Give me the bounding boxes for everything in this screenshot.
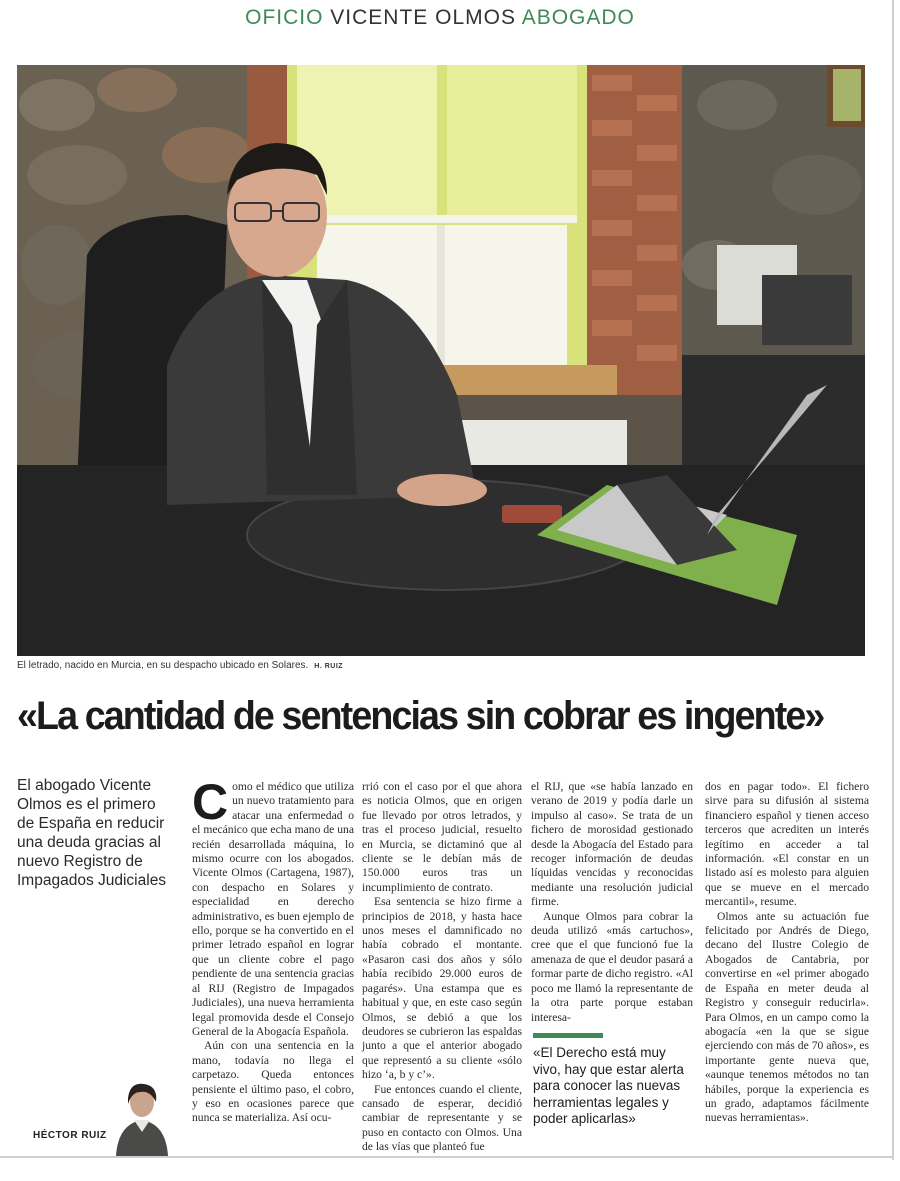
author-byline: HÉCTOR RUIZ [33, 1130, 107, 1141]
pull-quote: «El Derecho está muy vivo, hay que estar alerta para conocer las nuevas herramientas legales y poder aplicarlas» [533, 1045, 684, 1126]
body-paragraph: omo el médico que utiliza un nuevo tratamiento para atacar una enfermedad o el mecánico que echa mano de una recién desarrollada máquina, lo mismo ocurre con los abogados. Vicente Olmos (Cartagena, 1987), con despacho en Solares y especialidad en derecho administrativo, es buen ejemplo de ello, porque se ha convertido en el primer letrado español en lograr que un cliente cobre el pago pendiente de una sentencia gracias al RIJ (Registro de Impagados Judiciales), una nueva herramienta legal promovida desde el Consejo General de la Abogacía Española. [192, 780, 354, 1038]
kicker-name: VICENTE OLMOS [330, 6, 516, 29]
kicker-profession: ABOGADO [521, 6, 635, 29]
body-paragraph: el RIJ, que «se había lanzado en verano de 2019 y podía darle un impulso al caso». Se trata de un fichero de morosidad gestionado desde la Abogacía del Estado para recoger información de deudas líquidas vencidas y reconocidas mediante una resolución judicial firme. [531, 780, 693, 909]
headline: «La cantidad de sentencias sin cobrar es ingente» [17, 694, 824, 738]
body-paragraph: Aún con una sentencia en la mano, todavía no llega el carpetazo. Queda entonces pensiente el último paso, el cobro, y eso en ocasiones parece que nunca se materializa. Así ocu- [192, 1039, 354, 1125]
page-border-right [892, 0, 894, 1160]
body-paragraph: Fue entonces cuando el cliente, cansado de esperar, decidió cambiar de representante y se puso en contacto con Olmos. Una de las vías que planteó fue [362, 1082, 522, 1154]
section-kicker [0, 6, 880, 30]
pull-quote-accent [533, 1033, 603, 1038]
article-column-1 [192, 774, 354, 1126]
photo-caption [17, 660, 343, 671]
body-paragraph: Esa sentencia se hizo firme a principios de 2018, y hasta hace unos meses el damnificado no había cobrado el montante. «Pasaron casi dos años y sólo había recibido 29.000 euros de pagarés». Una estampa que es habitual y que, en este caso según Olmos, se debió a que los deudores se cubrieron las espaldas junto a que el anterior abogado que representó a su cliente «sólo hizo ‘a, b y c’». [362, 895, 522, 1082]
caption-text: El letrado, nacido en Murcia, en su despacho ubicado en Solares. [17, 660, 309, 671]
page-border-bottom [0, 1156, 894, 1158]
body-paragraph: Olmos ante su actuación fue felicitado por Andrés de Diego, decano del Ilustre Colegio de Abogados de Cantabria, por convertirse en «el primer abogado de España en meter deuda al Registro y conseguir reducirla». Para Olmos, en un campo como la abogacía «en la que se sigue ejerciendo con más de 70 años», es importante gente nueva que, «aunque tenemos métodos no tan hábiles, porque la experiencia es un grado, adaptamos fácilmente nuevas herramientas». [705, 909, 869, 1125]
author-photo [110, 1080, 170, 1156]
article-column-3 [531, 780, 693, 1025]
article-column-2 [362, 780, 522, 1155]
lead-paragraph: El abogado Vicente Olmos es el primero de España en reducir una deuda gracias al nuevo Registro de Impagados Judiciales [17, 777, 167, 889]
kicker-section: OFICIO [245, 6, 324, 29]
article-column-4 [705, 780, 869, 1126]
main-photo [17, 65, 865, 656]
drop-cap: C [192, 774, 229, 830]
body-paragraph: rrió con el caso por el que ahora es noticia Olmos, que en origen fue llevado por otros letrados, y tras el proceso judicial, resuelto en Murcia, se dictaminó que al cliente se le debían más de 150.000 euros tras un incumplimiento de contrato. [362, 780, 522, 894]
photo-credit: H. RUIZ [314, 663, 344, 670]
body-paragraph: Aunque Olmos para cobrar la deuda utilizó «más cartuchos», cree que el que funcionó fue la amenaza de que el deudor pasará a formar parte de dicho registro. «Al poco me llamó la representante de la otra parte porque estaban interesa- [531, 909, 693, 1024]
body-paragraph: dos en pagar todo». El fichero sirve para su difusión al sistema financiero español y tienen acceso terceros que acrediten un interés legítimo en acceder a tal información. «El constar en un listado así es molesto para alguien que se mueve en el mercado mercantil», resume. [705, 780, 869, 909]
